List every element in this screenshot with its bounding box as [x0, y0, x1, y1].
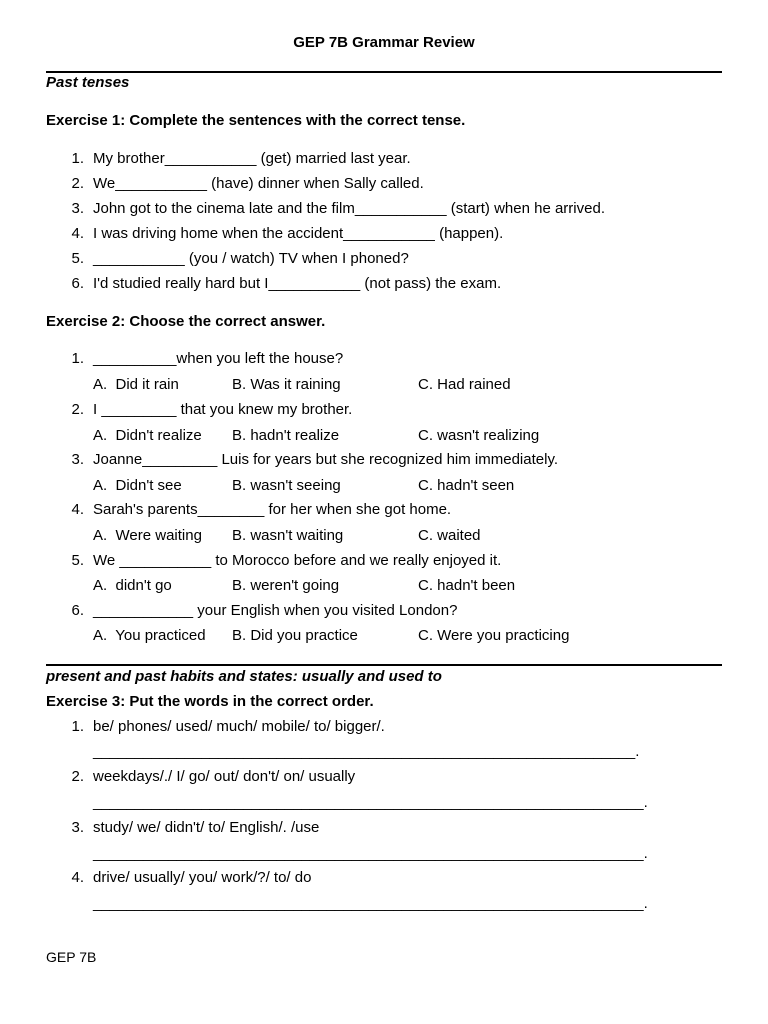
section-heading-past-tenses: Past tenses	[46, 74, 130, 91]
item-number: 3.	[71, 200, 84, 217]
item-number: 2.	[71, 175, 84, 192]
exercise-2-question: Sarah's parents________ for her when she got home.	[93, 501, 452, 518]
option-c: C. Had rained	[418, 376, 511, 393]
exercise-1-item: We___________ (have) dinner when Sally called.	[93, 175, 424, 192]
option-c: C. waited	[418, 527, 481, 544]
section-divider	[46, 71, 722, 73]
exercise-2-question: ____________ your English when you visited London?	[93, 602, 458, 619]
option-a: A. You practiced	[93, 627, 206, 644]
option-a: A. Didn't see	[93, 477, 182, 494]
option-b: B. Was it raining	[232, 376, 341, 393]
answer-line[interactable]: _________________________________________________________________.	[93, 743, 640, 760]
option-c: C. hadn't seen	[418, 477, 515, 494]
item-number: 5.	[71, 250, 84, 267]
exercise-2-question: Joanne_________ Luis for years but she recognized him immediately.	[93, 451, 558, 468]
exercise-1-item: I was driving home when the accident___________ (happen).	[93, 225, 504, 242]
exercise-2-question: We ___________ to Morocco before and we really enjoyed it.	[93, 552, 502, 569]
item-number: 3.	[71, 451, 84, 468]
exercise-3-words: be/ phones/ used/ much/ mobile/ to/ bigger/.	[93, 718, 385, 735]
option-b: B. wasn't seeing	[232, 477, 341, 494]
option-c: C. wasn't realizing	[418, 427, 540, 444]
item-number: 6.	[71, 602, 84, 619]
item-number: 5.	[71, 552, 84, 569]
exercise-1-item: John got to the cinema late and the film___________ (start) when he arrived.	[93, 200, 605, 217]
exercise-3-words: drive/ usually/ you/ work/?/ to/ do	[93, 869, 312, 886]
exercise-1-item: I'd studied really hard but I___________ (not pass) the exam.	[93, 275, 502, 292]
option-b: B. Did you practice	[232, 627, 358, 644]
option-b: B. wasn't waiting	[232, 527, 344, 544]
exercise-1-heading: Exercise 1: Complete the sentences with the correct tense.	[46, 112, 466, 129]
page-title: GEP 7B Grammar Review	[293, 34, 475, 51]
exercise-2-heading: Exercise 2: Choose the correct answer.	[46, 313, 326, 330]
item-number: 6.	[71, 275, 84, 292]
item-number: 4.	[71, 501, 84, 518]
exercise-3-heading: Exercise 3: Put the words in the correct order.	[46, 693, 374, 710]
option-c: C. hadn't been	[418, 577, 516, 594]
item-number: 3.	[71, 819, 84, 836]
exercise-3-words: study/ we/ didn't/ to/ English/. /use	[93, 819, 320, 836]
option-a: A. Did it rain	[93, 376, 179, 393]
option-a: A. Didn't realize	[93, 427, 202, 444]
exercise-2-question: I _________ that you knew my brother.	[93, 401, 353, 418]
exercise-3-words: weekdays/./ I/ go/ out/ don't/ on/ usually	[93, 768, 356, 785]
answer-line[interactable]: __________________________________________________________________.	[93, 794, 648, 811]
option-b: B. hadn't realize	[232, 427, 340, 444]
page-footer: GEP 7B	[46, 949, 97, 965]
section-divider	[46, 664, 722, 666]
item-number: 4.	[71, 225, 84, 242]
option-a: A. didn't go	[93, 577, 172, 594]
option-a: A. Were waiting	[93, 527, 202, 544]
item-number: 1.	[71, 150, 84, 167]
answer-line[interactable]: __________________________________________________________________.	[93, 845, 648, 862]
answer-line[interactable]: __________________________________________________________________.	[93, 895, 648, 912]
option-c: C. Were you practicing	[418, 627, 570, 644]
item-number: 2.	[71, 401, 84, 418]
item-number: 2.	[71, 768, 84, 785]
exercise-1-item: My brother___________ (get) married last year.	[93, 150, 411, 167]
option-b: B. weren't going	[232, 577, 340, 594]
item-number: 4.	[71, 869, 84, 886]
exercise-1-item: ___________ (you / watch) TV when I phoned?	[93, 250, 409, 267]
item-number: 1.	[71, 350, 84, 367]
exercise-2-question: __________when you left the house?	[93, 350, 344, 367]
section-heading-habits: present and past habits and states: usually and used to	[46, 668, 442, 685]
item-number: 1.	[71, 718, 84, 735]
